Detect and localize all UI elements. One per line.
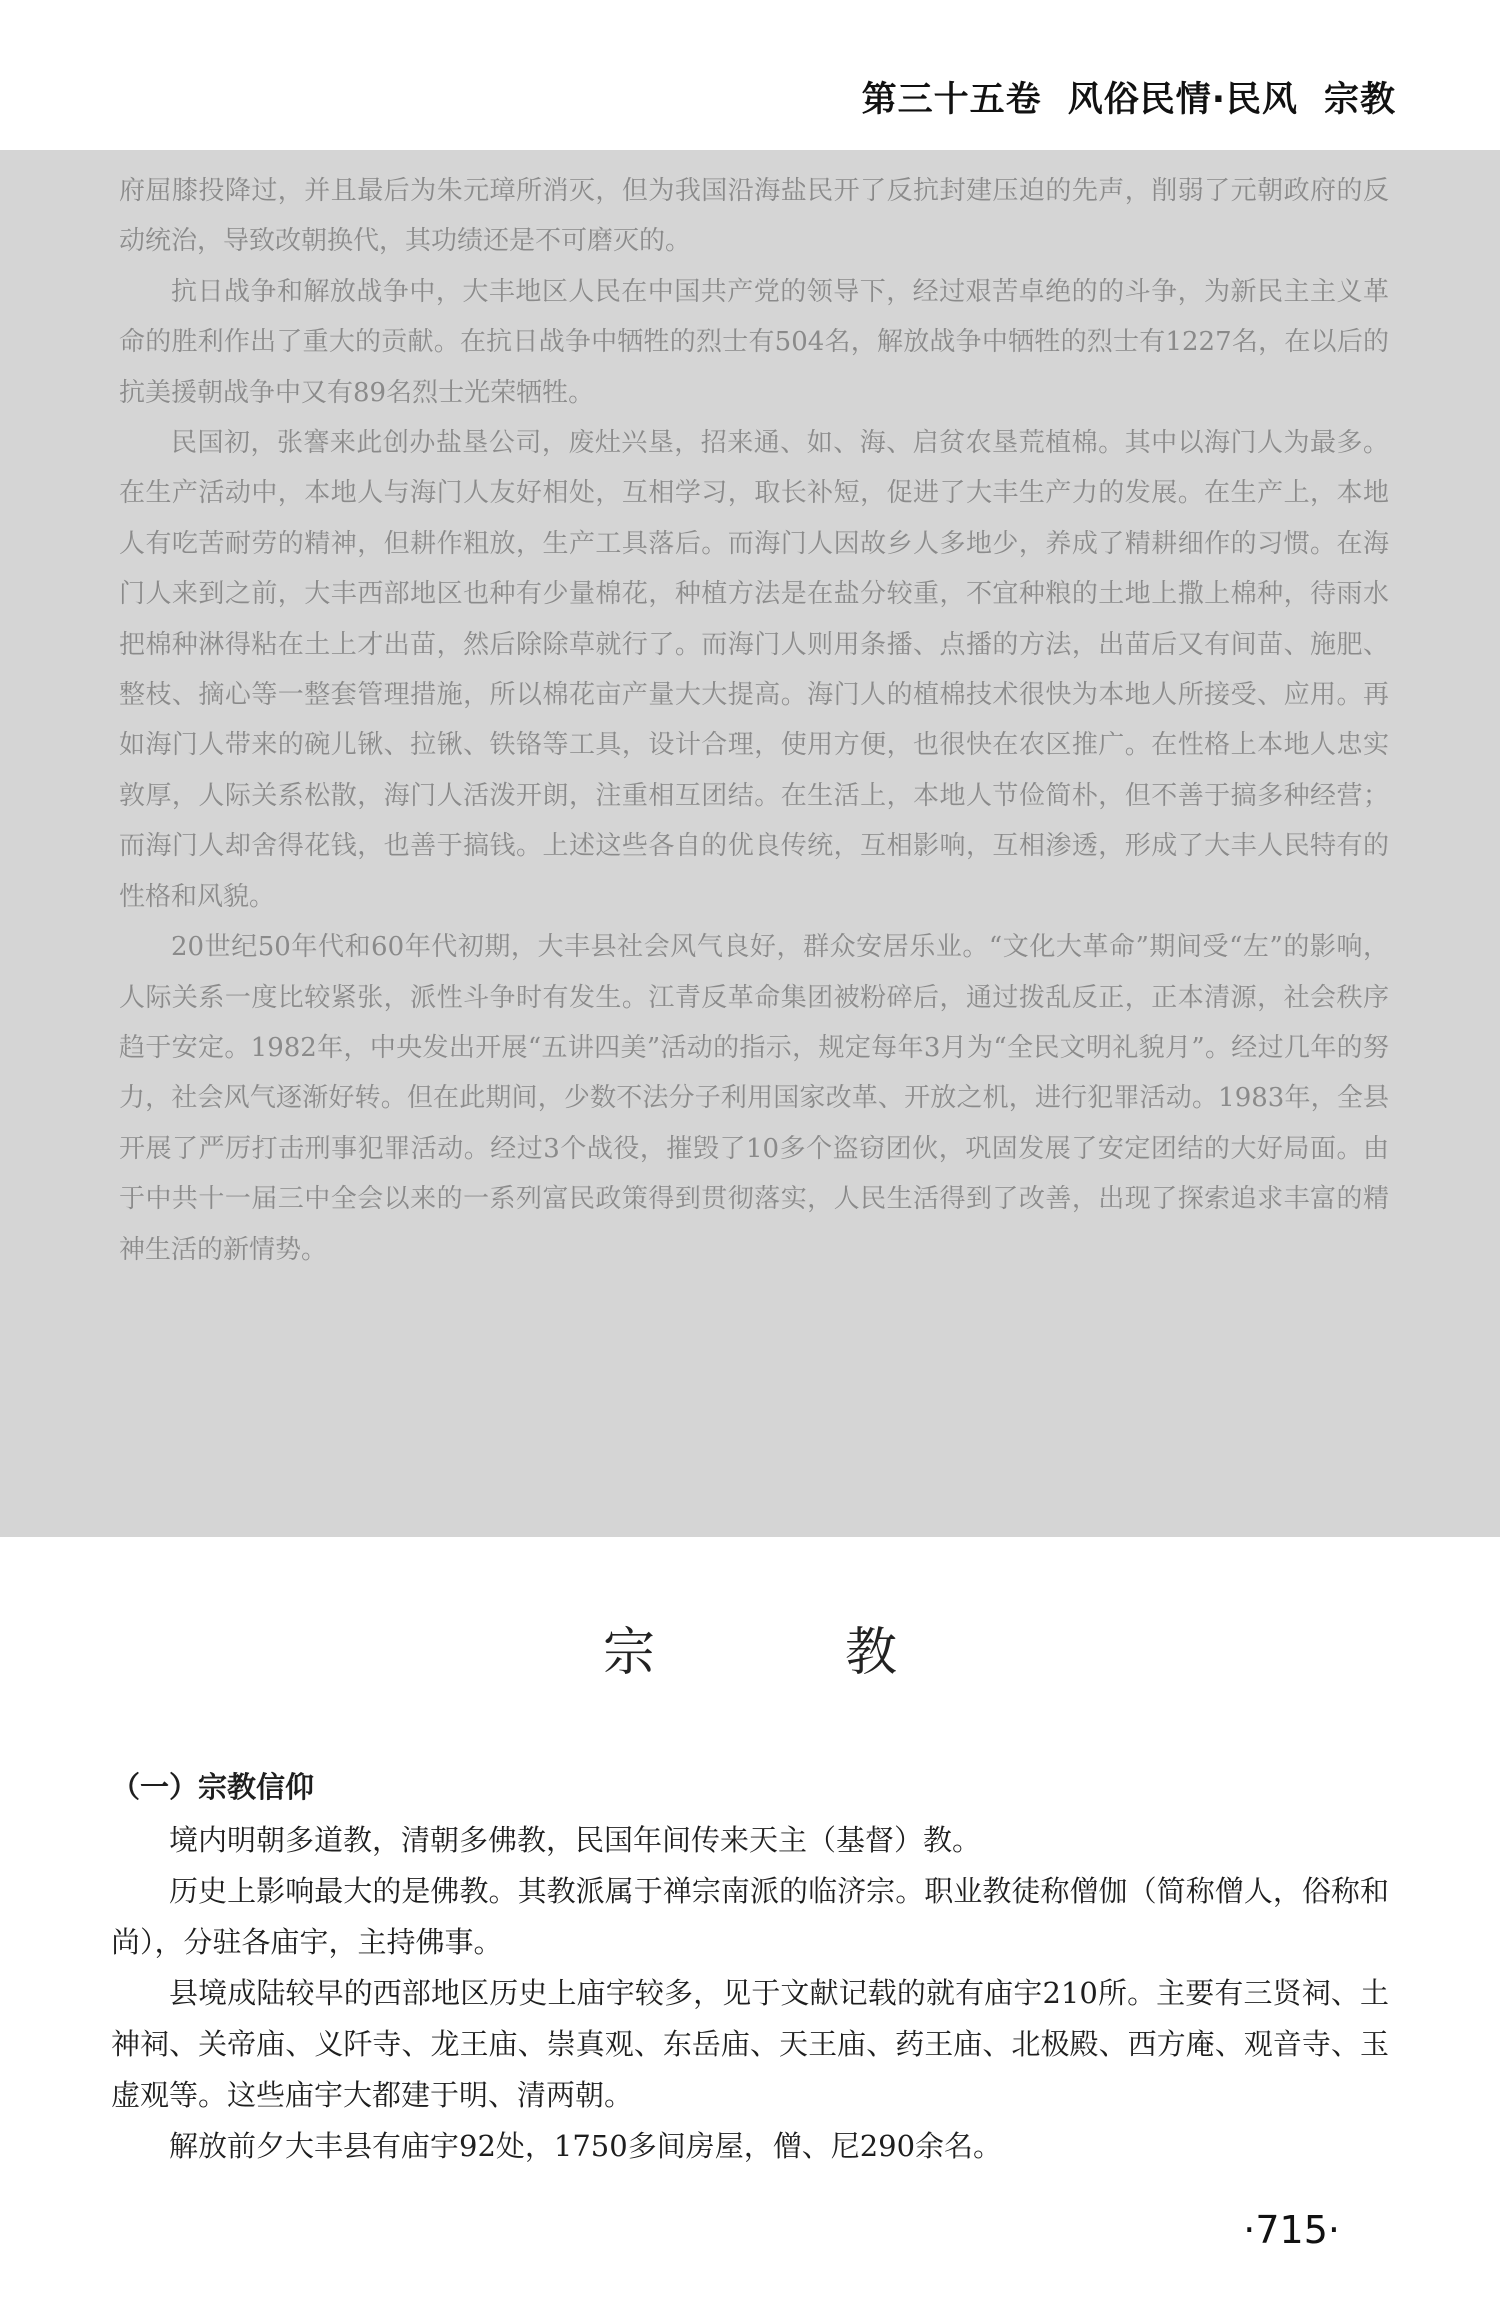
- section-title: [0, 1610, 1500, 1685]
- page-number: ·715·: [1243, 2208, 1340, 2252]
- header-topic: 宗教: [1323, 80, 1396, 120]
- paragraph: 解放前夕大丰县有庙宇92处，1750多间房屋，僧、尼290余名。: [169, 2129, 1003, 2163]
- section-title-char: 教: [845, 1623, 898, 1683]
- paragraph: 抗日战争和解放战争中，大丰地区人民在中国共产党的领导下，经过艰苦卓绝的的斗争，为新民主主义革命的胜利作出了重大的贡献。在抗日战争中牺牲的烈士有504名，解放战争中牺牲的烈士有1227名，在以后的抗美援朝战争中又有89名烈士光荣牺牲。: [119, 276, 1389, 408]
- paragraph: 县境成陆较早的西部地区历史上庙宇较多，见于文献记载的就有庙宇210所。主要有三贤祠、土神祠、关帝庙、义阡寺、龙王庙、崇真观、东岳庙、天王庙、药王庙、北极殿、西方庵、观音寺、玉虚观等。这些庙宇大都建于明、清两朝。: [111, 1976, 1389, 2112]
- header-section: 风俗民情·民风: [1067, 80, 1298, 120]
- paragraph: 民国初，张謇来此创办盐垦公司，废灶兴垦，招来通、如、海、启贫农垦荒植棉。其中以海门人为最多。在生产活动中，本地人与海门人友好相处，互相学习，取长补短，促进了大丰生产力的发展。在生产上，本地人有吃苦耐劳的精神，但耕作粗放，生产工具落后。而海门人因故乡人多地少，养成了精耕细作的习惯。在海门人来到之前，大丰西部地区也种有少量棉花，种植方法是在盐分较重，不宜种粮的土地上撒上棉种，待雨水把棉种淋得粘在土上才出苗，然后除除草就行了。而海门人则用条播、点播的方法，出苗后又有间苗、施肥、整枝、摘心等一整套管理措施，所以棉花亩产量大大提高。海门人的植棉技术很快为本地人所接受、应用。再如海门人带来的碗儿锹、拉锹、铁铬等工具，设计合理，使用方便，也很快在农区推广。在性格上本地人忠实敦厚，人际关系松散，海门人活泼开朗，注重相互团结。在生活上，本地人节俭简朴，但不善于搞多种经营；而海门人却舍得花钱，也善于搞钱。上述这些各自的优良传统，互相影响，互相渗透，形成了大丰人民特有的性格和风貌。: [119, 428, 1389, 912]
- paragraph: 历史上影响最大的是佛教。其教派属于禅宗南派的临济宗。职业教徒称僧伽（简称僧人，俗称和尚），分驻各庙宇，主持佛事。: [111, 1874, 1389, 1959]
- religion-section-body: [111, 1762, 1389, 2172]
- continuation-text: [119, 166, 1389, 1275]
- paragraph: 20世纪50年代和60年代初期，大丰县社会风气良好，群众安居乐业。“文化大革命”期间受“左”的影响，人际关系一度比较紧张，派性斗争时有发生。江青反革命集团被粉碎后，通过拨乱反正，正本清源，社会秩序趋于安定。1982年，中央发出开展“五讲四美”活动的指示，规定每年3月为“全民文明礼貌月”。经过几年的努力，社会风气逐渐好转。但在此期间，少数不法分子利用国家改革、开放之机，进行犯罪活动。1983年，全县开展了严厉打击刑事犯罪活动。经过3个战役，摧毁了10多个盗窃团伙，巩固发展了安定团结的大好局面。由于中共十一届三中全会以来的一系列富民政策得到贯彻落实，人民生活得到了改善，出现了探索追求丰富的精神生活的新情势。: [119, 932, 1389, 1265]
- subheading: （一）宗教信仰: [111, 1770, 315, 1804]
- paragraph: 府屈膝投降过，并且最后为朱元璋所消灭，但为我国沿海盐民开了反抗封建压迫的先声，削弱了元朝政府的反动统治，导致改朝换代，其功绩还是不可磨灭的。: [119, 176, 1389, 257]
- paragraph: 境内明朝多道教，清朝多佛教，民国年间传来天主（基督）教。: [169, 1823, 982, 1857]
- header-volume: 第三十五卷: [861, 80, 1042, 120]
- section-title-char: 宗: [602, 1623, 655, 1683]
- running-header: [862, 72, 1396, 122]
